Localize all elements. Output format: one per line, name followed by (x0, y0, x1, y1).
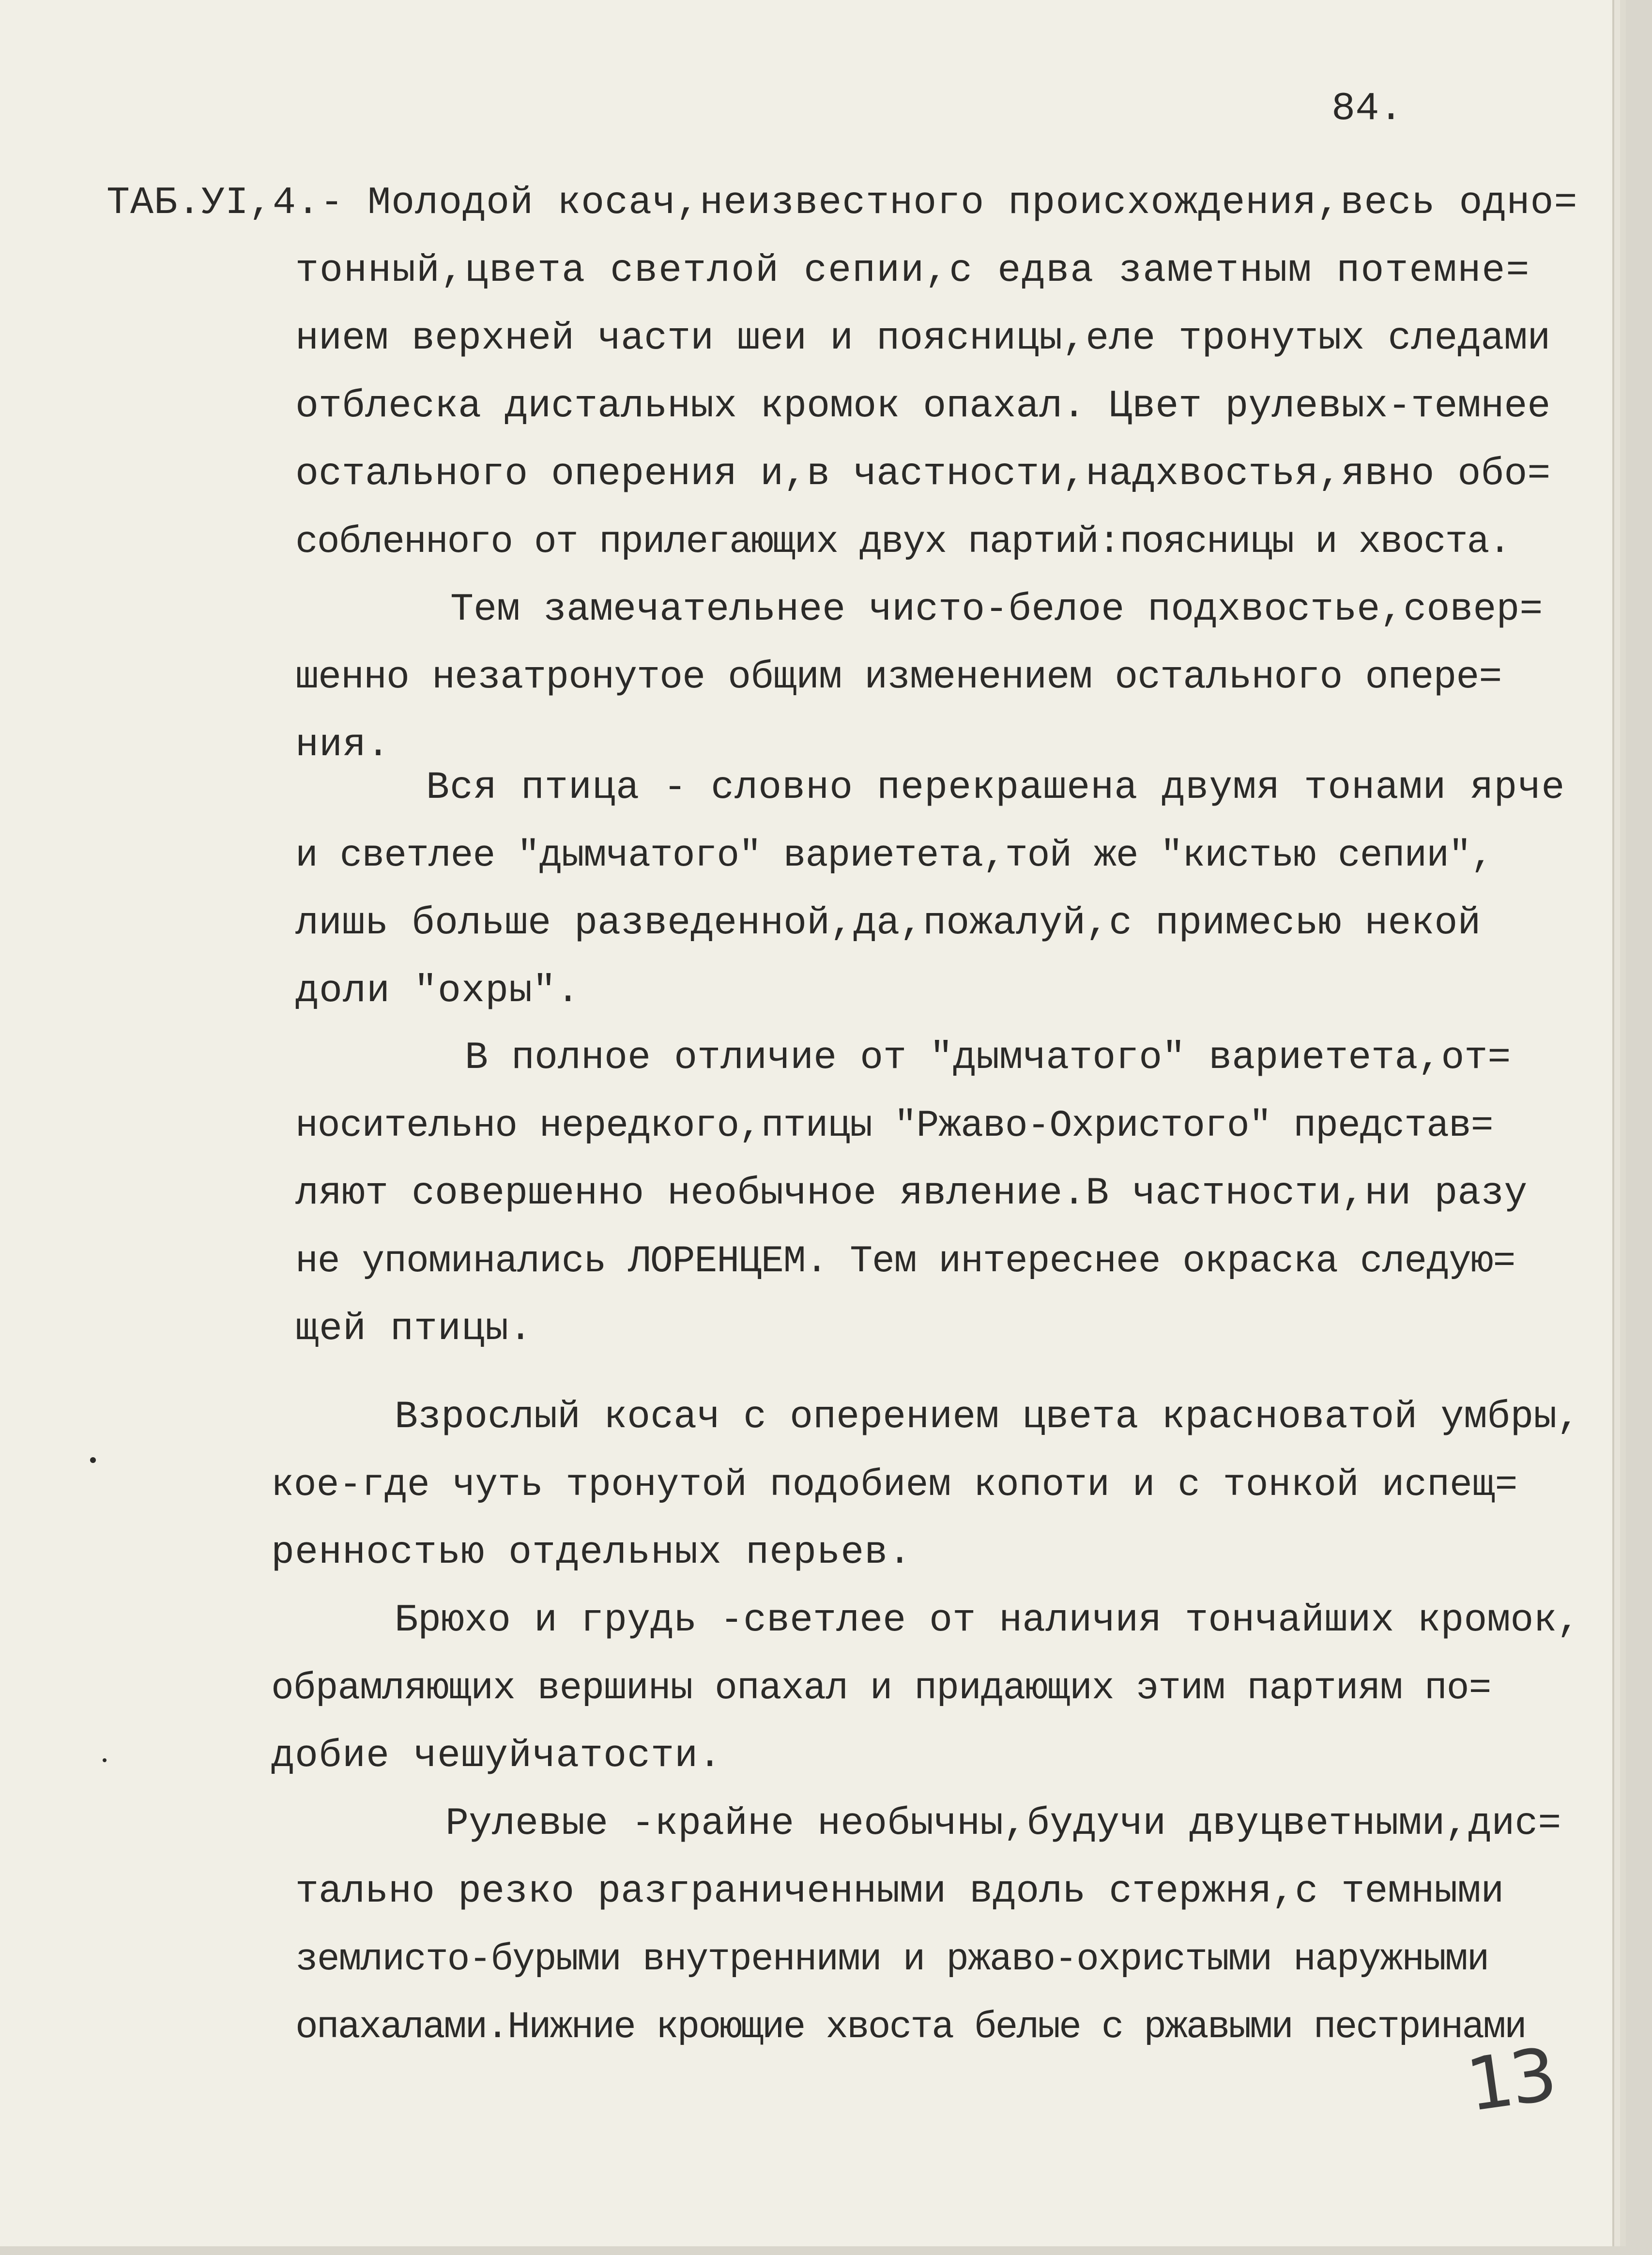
text-line: носительно нередкого,птицы "Ржаво-Охристого" представ= (295, 1105, 1493, 1147)
text-line: обрамляющих вершины опахал и придающих этим партиям по= (271, 1667, 1491, 1710)
text-line: Вся птица - словно перекрашена двумя тонами ярче (426, 766, 1565, 810)
text-line: землисто-бурыми внутренними и ржаво-охристыми наружными (295, 1938, 1489, 1981)
text-line: лишь больше разведенной,да,пожалуй,с примесью некой (295, 901, 1481, 945)
text-line: Тем замечательнее чисто-белое подхвостье,совер= (450, 588, 1543, 632)
text-line: собленного от прилегающих двух партий:поясницы и хвоста. (295, 521, 1511, 564)
text-line: ния. (295, 723, 391, 767)
page-number: 84. (1331, 86, 1403, 131)
text-line: тонный,цвета светлой сепии,с едва заметным потемне= (295, 249, 1530, 293)
text-line: ренностью отдельных перьев. (271, 1531, 912, 1575)
text-line: Взрослый косач с оперением цвета красноватой умбры, (395, 1395, 1580, 1439)
text-line: ТАБ.УI,4.- Молодой косач,неизвестного происхождения,весь одно= (107, 181, 1578, 225)
text-line: тально резко разграниченными вдоль стержня,с темными (295, 1870, 1504, 1914)
text-line: кое-где чуть тронутой подобием копоти и с тонкой испещ= (271, 1464, 1518, 1507)
handwritten-folio-number: 13 (1461, 2032, 1560, 2128)
text-line: и светлее "дымчатого" вариетета,той же "кистью сепии", (295, 835, 1493, 877)
margin-dot (90, 1457, 96, 1463)
text-line: опахалами.Нижние кроющие хвоста белые с ржавыми пестринами (295, 2006, 1526, 2049)
text-line: отблеска дистальных кромок опахал. Цвет рулевых-темнее (295, 384, 1551, 428)
text-line: ляют совершенно необычное явление.В частности,ни разу (295, 1172, 1528, 1216)
text-line: нием верхней части шеи и поясницы,еле тронутых следами (295, 317, 1551, 361)
text-line: шенно незатронутое общим изменением остального опере= (295, 655, 1502, 700)
text-line: остального оперения и,в частности,надхвостья,явно обо= (295, 452, 1551, 496)
text-line: не упоминались ЛОРЕНЦЕМ. Тем интереснее окраска следую= (295, 1240, 1515, 1283)
text-line: щей птицы. (295, 1307, 533, 1351)
margin-dot (103, 1758, 107, 1762)
text-line: добие чешуйчатости. (271, 1734, 722, 1778)
text-line: Рулевые -крайне необычны,будучи двуцветными,дис= (445, 1802, 1561, 1846)
text-line: доли "охры". (295, 969, 581, 1013)
text-line: В полное отличие от "дымчатого" вариетета,от= (465, 1036, 1511, 1080)
text-line: Брюхо и грудь -светлее от наличия тончайших кромок, (395, 1599, 1580, 1643)
